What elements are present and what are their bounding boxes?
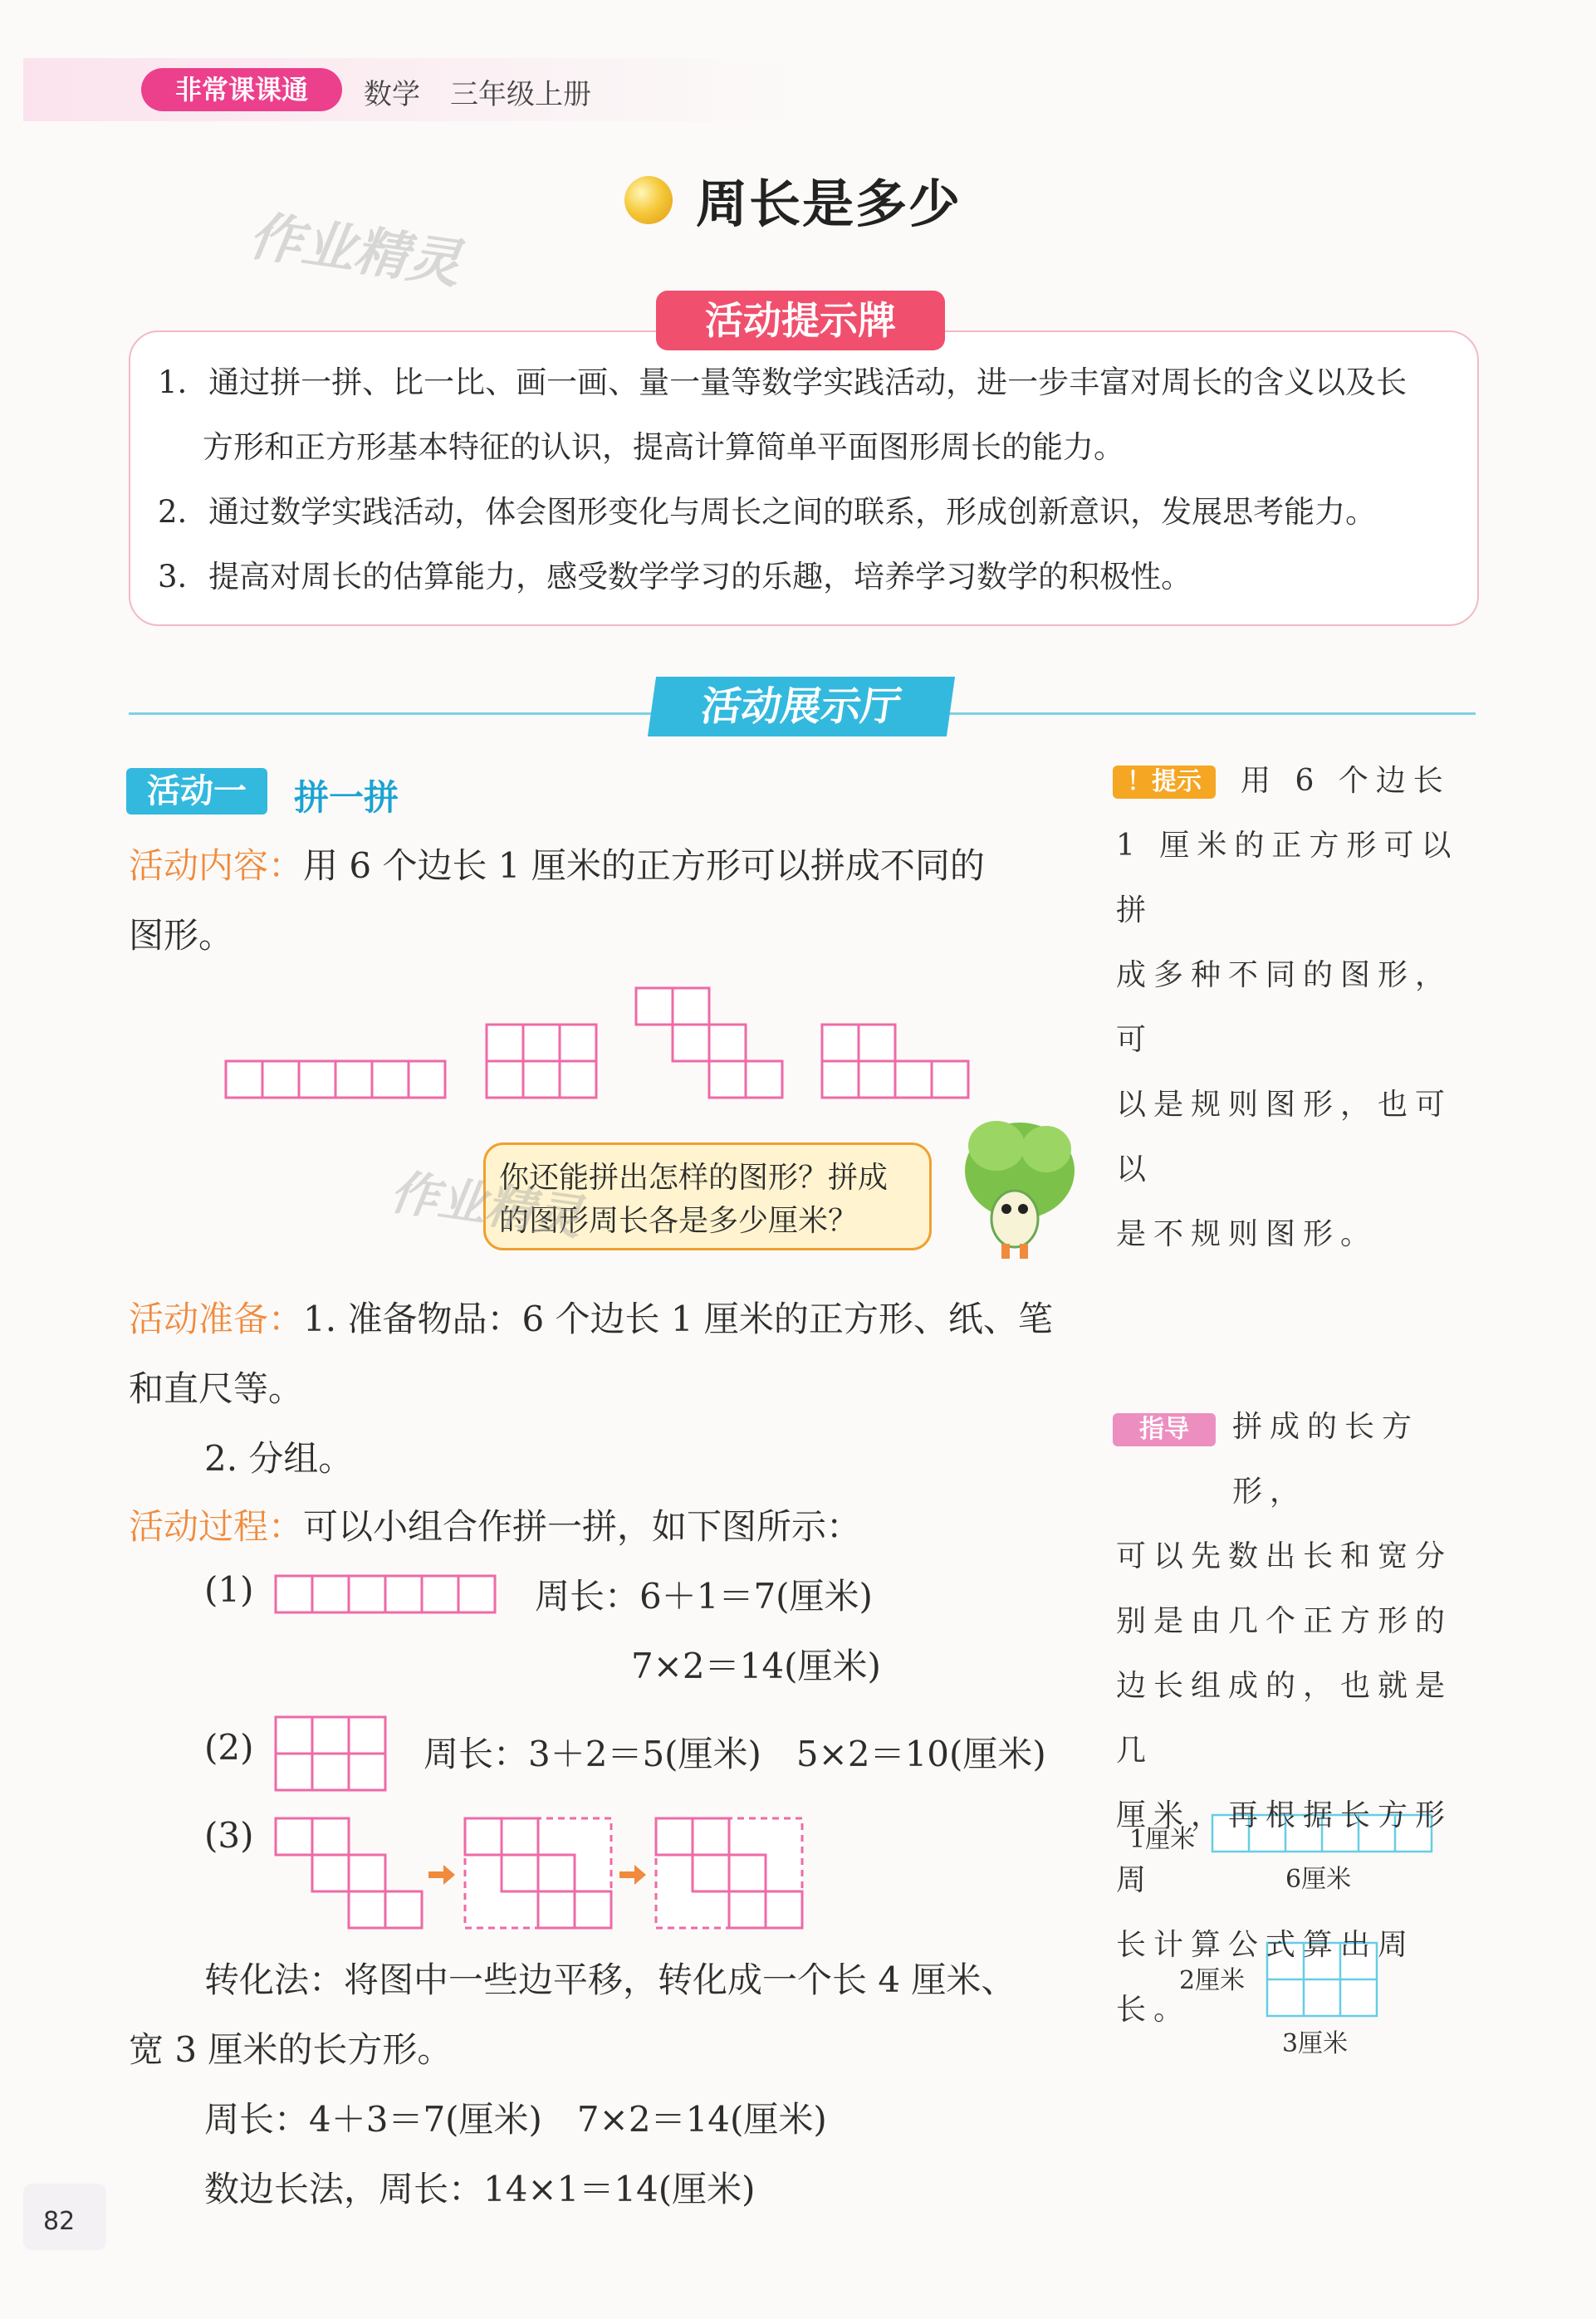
case3-staircase xyxy=(276,1818,422,1928)
process-text: 可以小组合作拼一拼，如下图所示： xyxy=(303,1506,862,1547)
shape-rect-2x3 xyxy=(487,1025,596,1098)
prep-label: 活动准备： xyxy=(129,1299,304,1339)
tip-text: 提高对周长的估算能力，感受数学学习的乐趣，培养学习数学的积极性。 xyxy=(208,559,1192,594)
hint-tag: ！提示 xyxy=(1113,766,1216,799)
process-label: 活动过程： xyxy=(129,1506,304,1547)
guide-line: 别是由几个正方形的 xyxy=(1116,1604,1453,1638)
case2-perimeter: 周长：3＋2＝5(厘米) 5×2＝10(厘米) xyxy=(423,1734,1046,1774)
page-number: 82 xyxy=(43,2207,76,2236)
tip-num: 1. xyxy=(158,364,188,400)
perimeter-line: 周长：4＋3＝7(厘米) 7×2＝14(厘米) xyxy=(204,2099,827,2140)
fig2-label-left: 2厘米 xyxy=(1179,1966,1246,1995)
tips-banner: 活动提示牌 xyxy=(656,291,945,350)
bubble-line-1: 你还能拼出怎样的图形？拼成 xyxy=(499,1161,889,1195)
activity-tag: 活动一 xyxy=(126,768,267,815)
content-text: 用 6 个边长 1 厘米的正方形可以拼成不同的 xyxy=(303,845,985,886)
hint-line: 是不规则图形。 xyxy=(1116,1217,1378,1251)
case3-transform-step2 xyxy=(656,1818,802,1928)
guide-line: 可以先数出长和宽分 xyxy=(1116,1539,1453,1573)
count-method-line: 数边长法，周长：14×1＝14(厘米) xyxy=(204,2169,756,2209)
case3-transform-step1 xyxy=(465,1818,611,1928)
tip-item-1-cont: 方形和正方形基本特征的认识，提高计算简单平面图形周长的能力。 xyxy=(203,429,1124,465)
page-title: 周长是多少 xyxy=(696,174,962,234)
shape-l xyxy=(822,1025,968,1098)
prep-item-2: 2. 分组。 xyxy=(204,1438,354,1479)
guide-line: 拼成的长方形， xyxy=(1232,1410,1420,1509)
prep-paragraph xyxy=(129,1292,1053,1342)
subject-label: 数学 xyxy=(364,78,420,111)
guide-tag: 指导 xyxy=(1113,1413,1216,1446)
case1-result: 7×2＝14(厘米) xyxy=(631,1646,881,1686)
bubble-line-2: 的图形周长各是多少厘米？ xyxy=(499,1204,859,1238)
fig1-label-left: 1厘米 xyxy=(1129,1825,1196,1854)
hint-line: 用 6 个边长 xyxy=(1241,764,1451,798)
tip-num: 2. xyxy=(158,494,188,530)
tip-text: 通过拼一拼、比一比、画一画、量一量等数学实践活动，进一步丰富对周长的含义以及长 xyxy=(208,364,1408,400)
tip-num: 3. xyxy=(158,559,188,594)
case2-number: (2) xyxy=(204,1727,254,1768)
fig1-label-bottom: 6厘米 xyxy=(1285,1865,1352,1894)
case1-perimeter: 周长：6＋1＝7(厘米) xyxy=(535,1576,873,1617)
case1-number: (1) xyxy=(204,1569,254,1610)
guide-line: 边长组成的，也就是几 xyxy=(1116,1669,1453,1768)
guide-line: 长计算公式算出周长。 xyxy=(1116,1928,1416,2027)
tip-text: 通过数学实践活动，体会图形变化与周长之间的联系，形成创新意识，发展思考能力。 xyxy=(208,494,1377,530)
transform-paragraph: 转化法：将图中一些边平移，转化成一个长 4 厘米、 xyxy=(204,1959,1016,2000)
activity-name: 拼一拼 xyxy=(294,777,399,818)
hint-line: 成多种不同的图形，可 xyxy=(1116,958,1453,1057)
process-paragraph xyxy=(129,1500,861,1549)
cabbage-mascot-icon xyxy=(965,1121,1075,1259)
hint-line: 1 厘米的正方形可以拼 xyxy=(1116,829,1459,927)
case1-strip xyxy=(276,1576,495,1612)
prep-text: 1. 准备物品：6 个边长 1 厘米的正方形、纸、笔 xyxy=(303,1299,1053,1339)
case3-number: (3) xyxy=(204,1815,254,1856)
shape-strip-1x6 xyxy=(226,1061,445,1098)
hint-text xyxy=(1116,749,1465,1267)
shape-staircase xyxy=(636,988,782,1098)
content-label: 活动内容： xyxy=(129,845,304,886)
prep-paragraph-cont: 和直尺等。 xyxy=(129,1368,304,1409)
case2-rect xyxy=(276,1717,385,1790)
watermark: 作业精灵 xyxy=(245,205,465,296)
content-paragraph-cont: 图形。 xyxy=(129,915,234,956)
showcase-banner: 活动展示厅 xyxy=(648,677,955,736)
transform-paragraph-cont: 宽 3 厘米的长方形。 xyxy=(129,2029,453,2070)
grade-label: 三年级上册 xyxy=(450,78,591,111)
watermark-2: 作业精灵 xyxy=(386,1163,585,1246)
guide-text xyxy=(1116,1395,1465,2043)
hint-line: 以是规则图形，也可以 xyxy=(1116,1088,1453,1186)
series-badge: 非常课课通 xyxy=(141,68,342,111)
guide-line: 厘米，再根据长方形周 xyxy=(1116,1798,1453,1897)
fig2-label-bottom: 3厘米 xyxy=(1282,2029,1349,2058)
